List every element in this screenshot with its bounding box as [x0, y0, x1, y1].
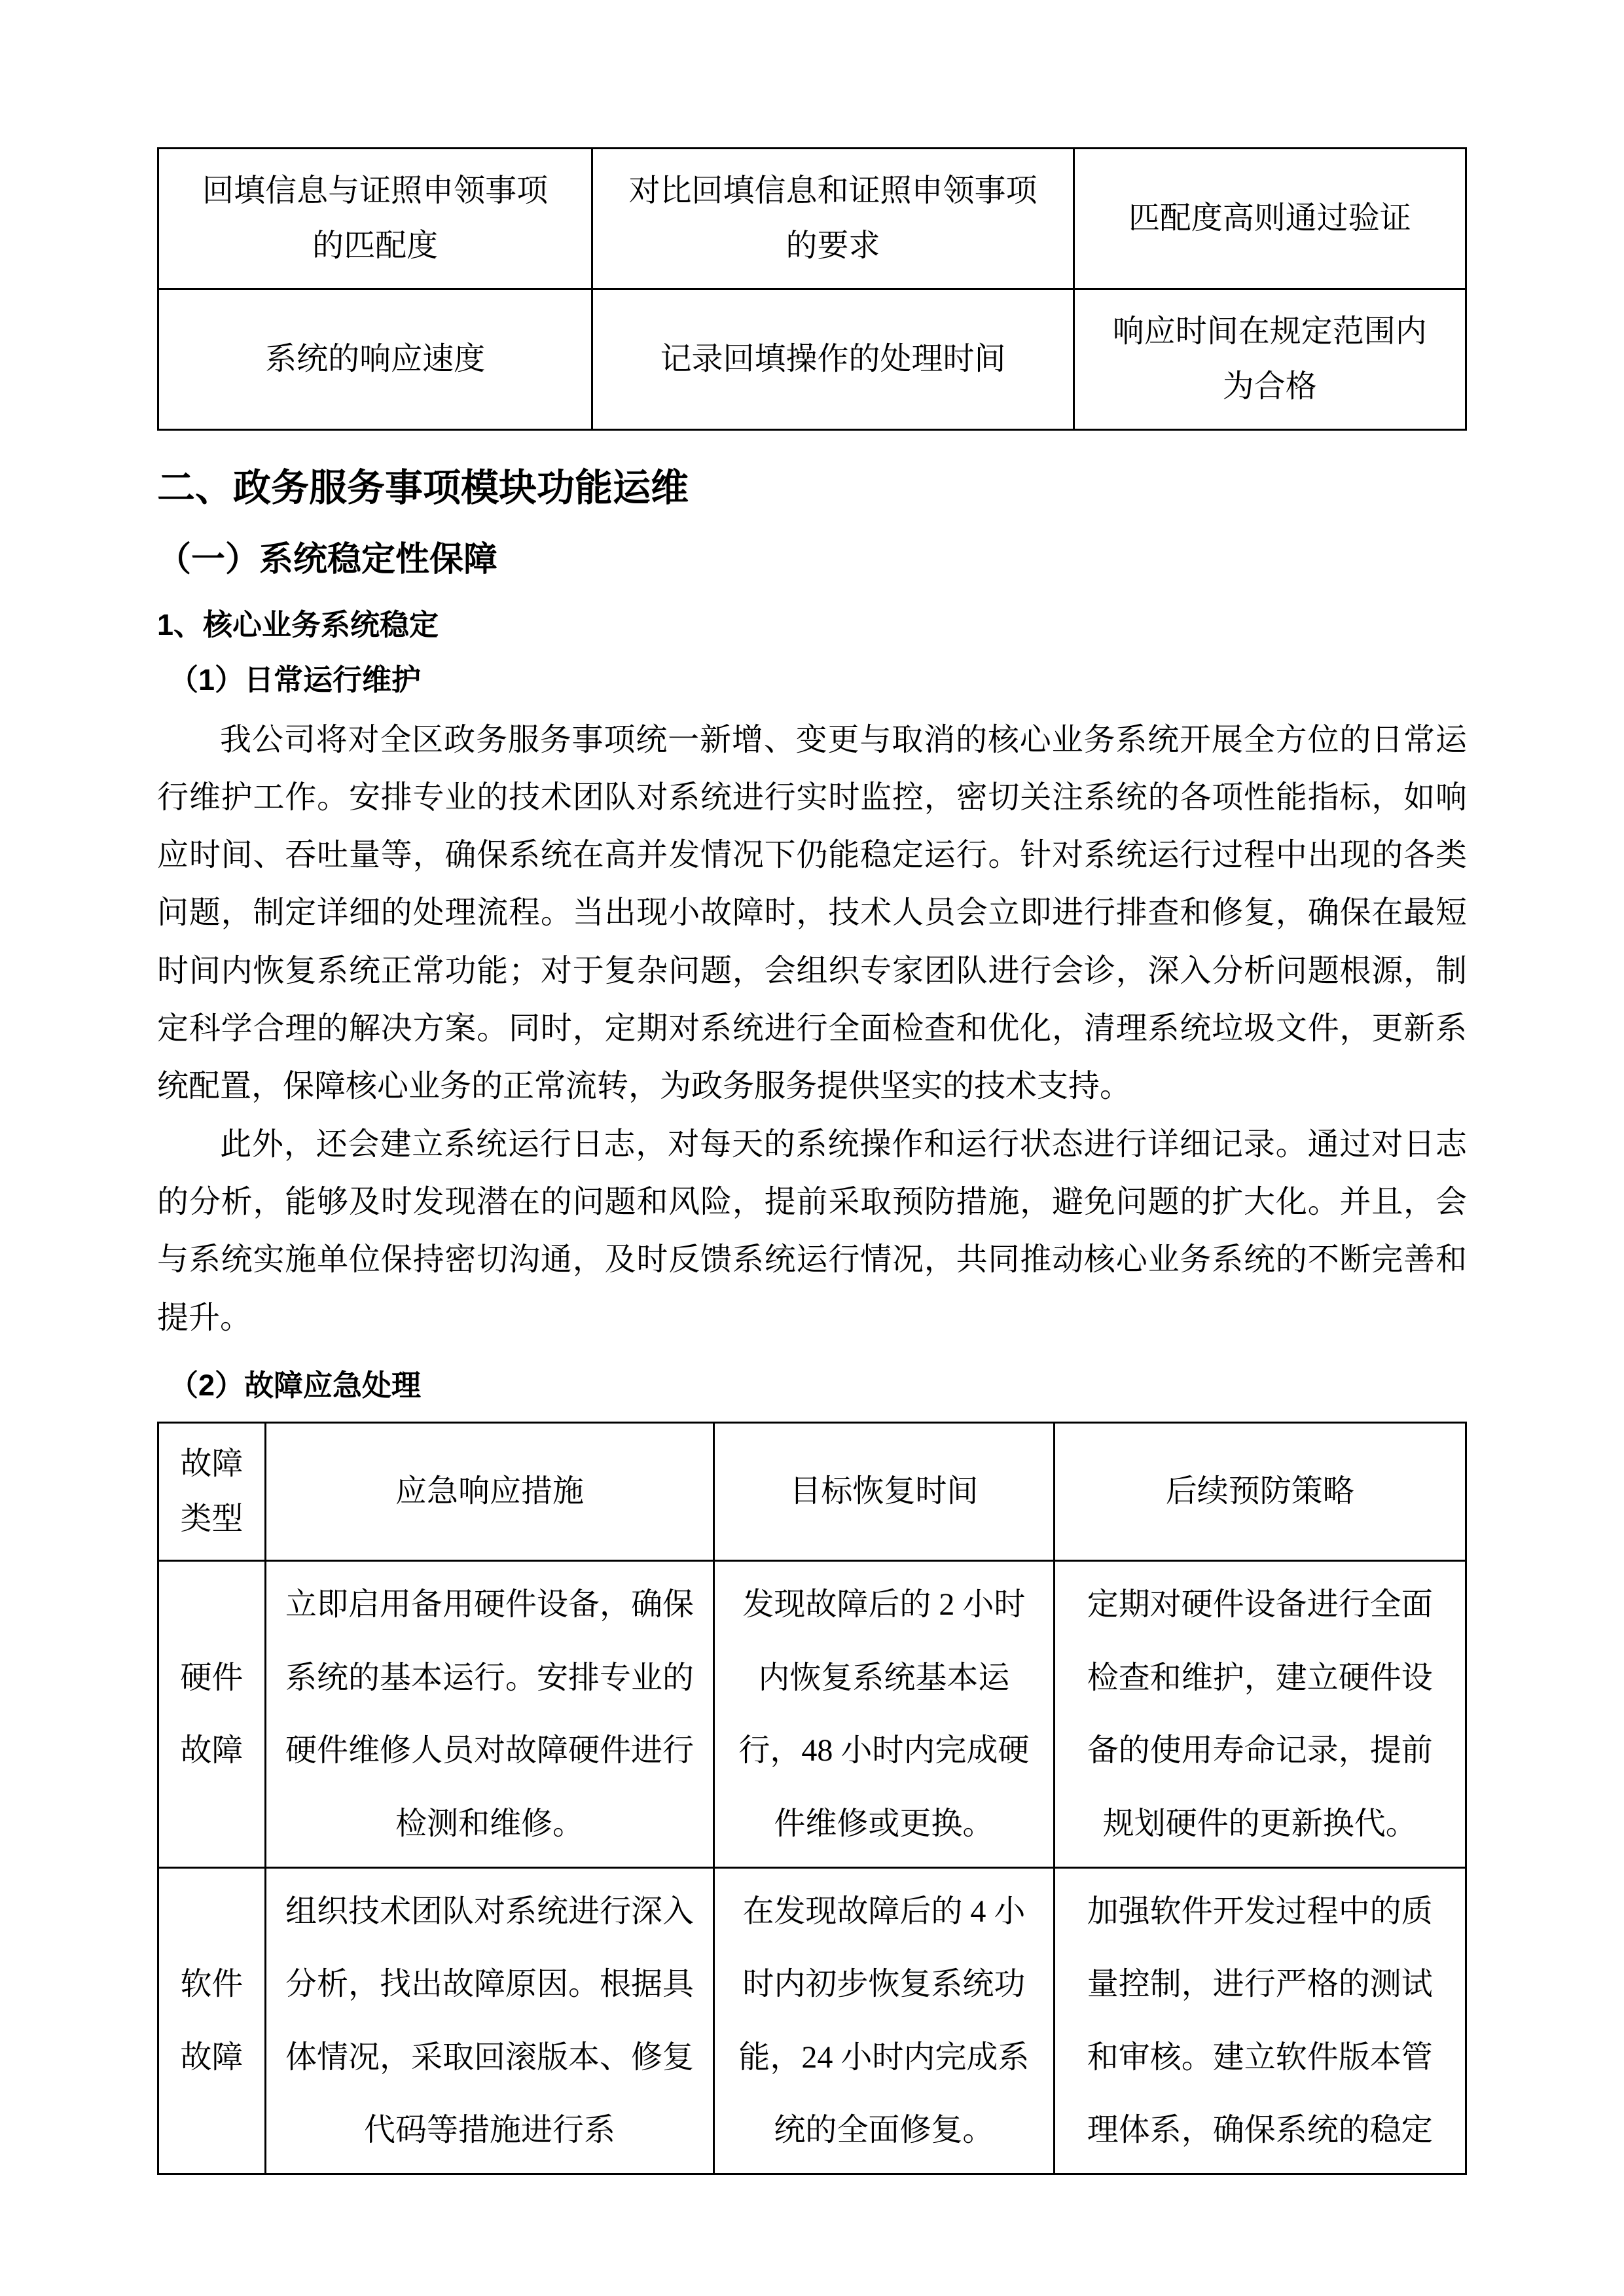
table-cell: 硬件故障 [158, 1561, 266, 1867]
table-row [158, 289, 1466, 430]
table-cell: 回填信息与证照申领事项的匹配度 [158, 149, 592, 289]
verification-criteria-table [157, 147, 1467, 431]
table-cell: 定期对硬件设备进行全面检查和维护，建立硬件设备的使用寿命记录，提前规划硬件的更新换代。 [1054, 1561, 1466, 1867]
item-heading-1: （1）日常运行维护 [169, 663, 422, 696]
body-paragraph: 我公司将对全区政务服务事项统一新增、变更与取消的核心业务系统开展全方位的日常运行维护工作。安排专业的技术团队对系统进行实时监控，密切关注系统的各项性能指标，如响应时间、吞吐量等，确保系统在高并发情况下仍能稳定运行。针对系统运行过程中出现的各类问题，制定详细的处理流程。当出现小故障时，技术人员会立即进行排查和修复，确保在最短时间内恢复系统正常功能；对于复杂问题，会组织专家团队进行会诊，深入分析问题根源，制定科学合理的解决方案。同时，定期对系统进行全面检查和优化，清理系统垃圾文件，更新系统配置，保障核心业务的正常流转，为政务服务提供坚实的技术支持。 [157, 722, 1467, 1104]
table-cell: 组织技术团队对系统进行深入分析，找出故障原因。根据具体情况，采取回滚版本、修复代码等措施进行系 [265, 1867, 713, 2174]
section-heading: 二、政务服务事项模块功能运维 [157, 467, 689, 509]
table-cell: 匹配度高则通过验证 [1074, 149, 1466, 289]
column-header: 目标恢复时间 [714, 1423, 1054, 1561]
body-paragraph: 此外，还会建立系统运行日志，对每天的系统操作和运行状态进行详细记录。通过对日志的分析，能够及时发现潜在的问题和风险，提前采取预防措施，避免问题的扩大化。并且，会与系统实施单位保持密切沟通，及时反馈系统运行情况，共同推动核心业务系统的不断完善和提升。 [157, 1126, 1467, 1335]
column-header: 故障类型 [158, 1423, 266, 1561]
table-cell: 在发现故障后的 4 小时内初步恢复系统功能，24 小时内完成系统的全面修复。 [714, 1867, 1054, 2174]
table-cell: 发现故障后的 2 小时内恢复系统基本运行，48 小时内完成硬件维修或更换。 [714, 1561, 1054, 1867]
fault-handling-table [157, 1422, 1467, 2175]
table-cell: 软件故障 [158, 1867, 266, 2174]
table-cell: 系统的响应速度 [158, 289, 592, 430]
point-heading: 1、核心业务系统稳定 [157, 607, 439, 641]
table-row [158, 149, 1466, 289]
table-cell: 对比回填信息和证照申领事项的要求 [592, 149, 1074, 289]
item-heading-2: （2）故障应急处理 [169, 1368, 422, 1402]
table-row [158, 1867, 1466, 2174]
table-cell: 立即启用备用硬件设备，确保系统的基本运行。安排专业的硬件维修人员对故障硬件进行检测和维修。 [265, 1561, 713, 1867]
table-cell: 响应时间在规定范围内为合格 [1074, 289, 1466, 430]
table-header-row [158, 1423, 1466, 1561]
subsection-heading: （一）系统稳定性保障 [157, 540, 498, 579]
table-row [158, 1561, 1466, 1867]
table-cell: 记录回填操作的处理时间 [592, 289, 1074, 430]
table-cell: 加强软件开发过程中的质量控制，进行严格的测试和审核。建立软件版本管理体系，确保系统的稳定 [1054, 1867, 1466, 2174]
column-header: 应急响应措施 [265, 1423, 713, 1561]
column-header: 后续预防策略 [1054, 1423, 1466, 1561]
